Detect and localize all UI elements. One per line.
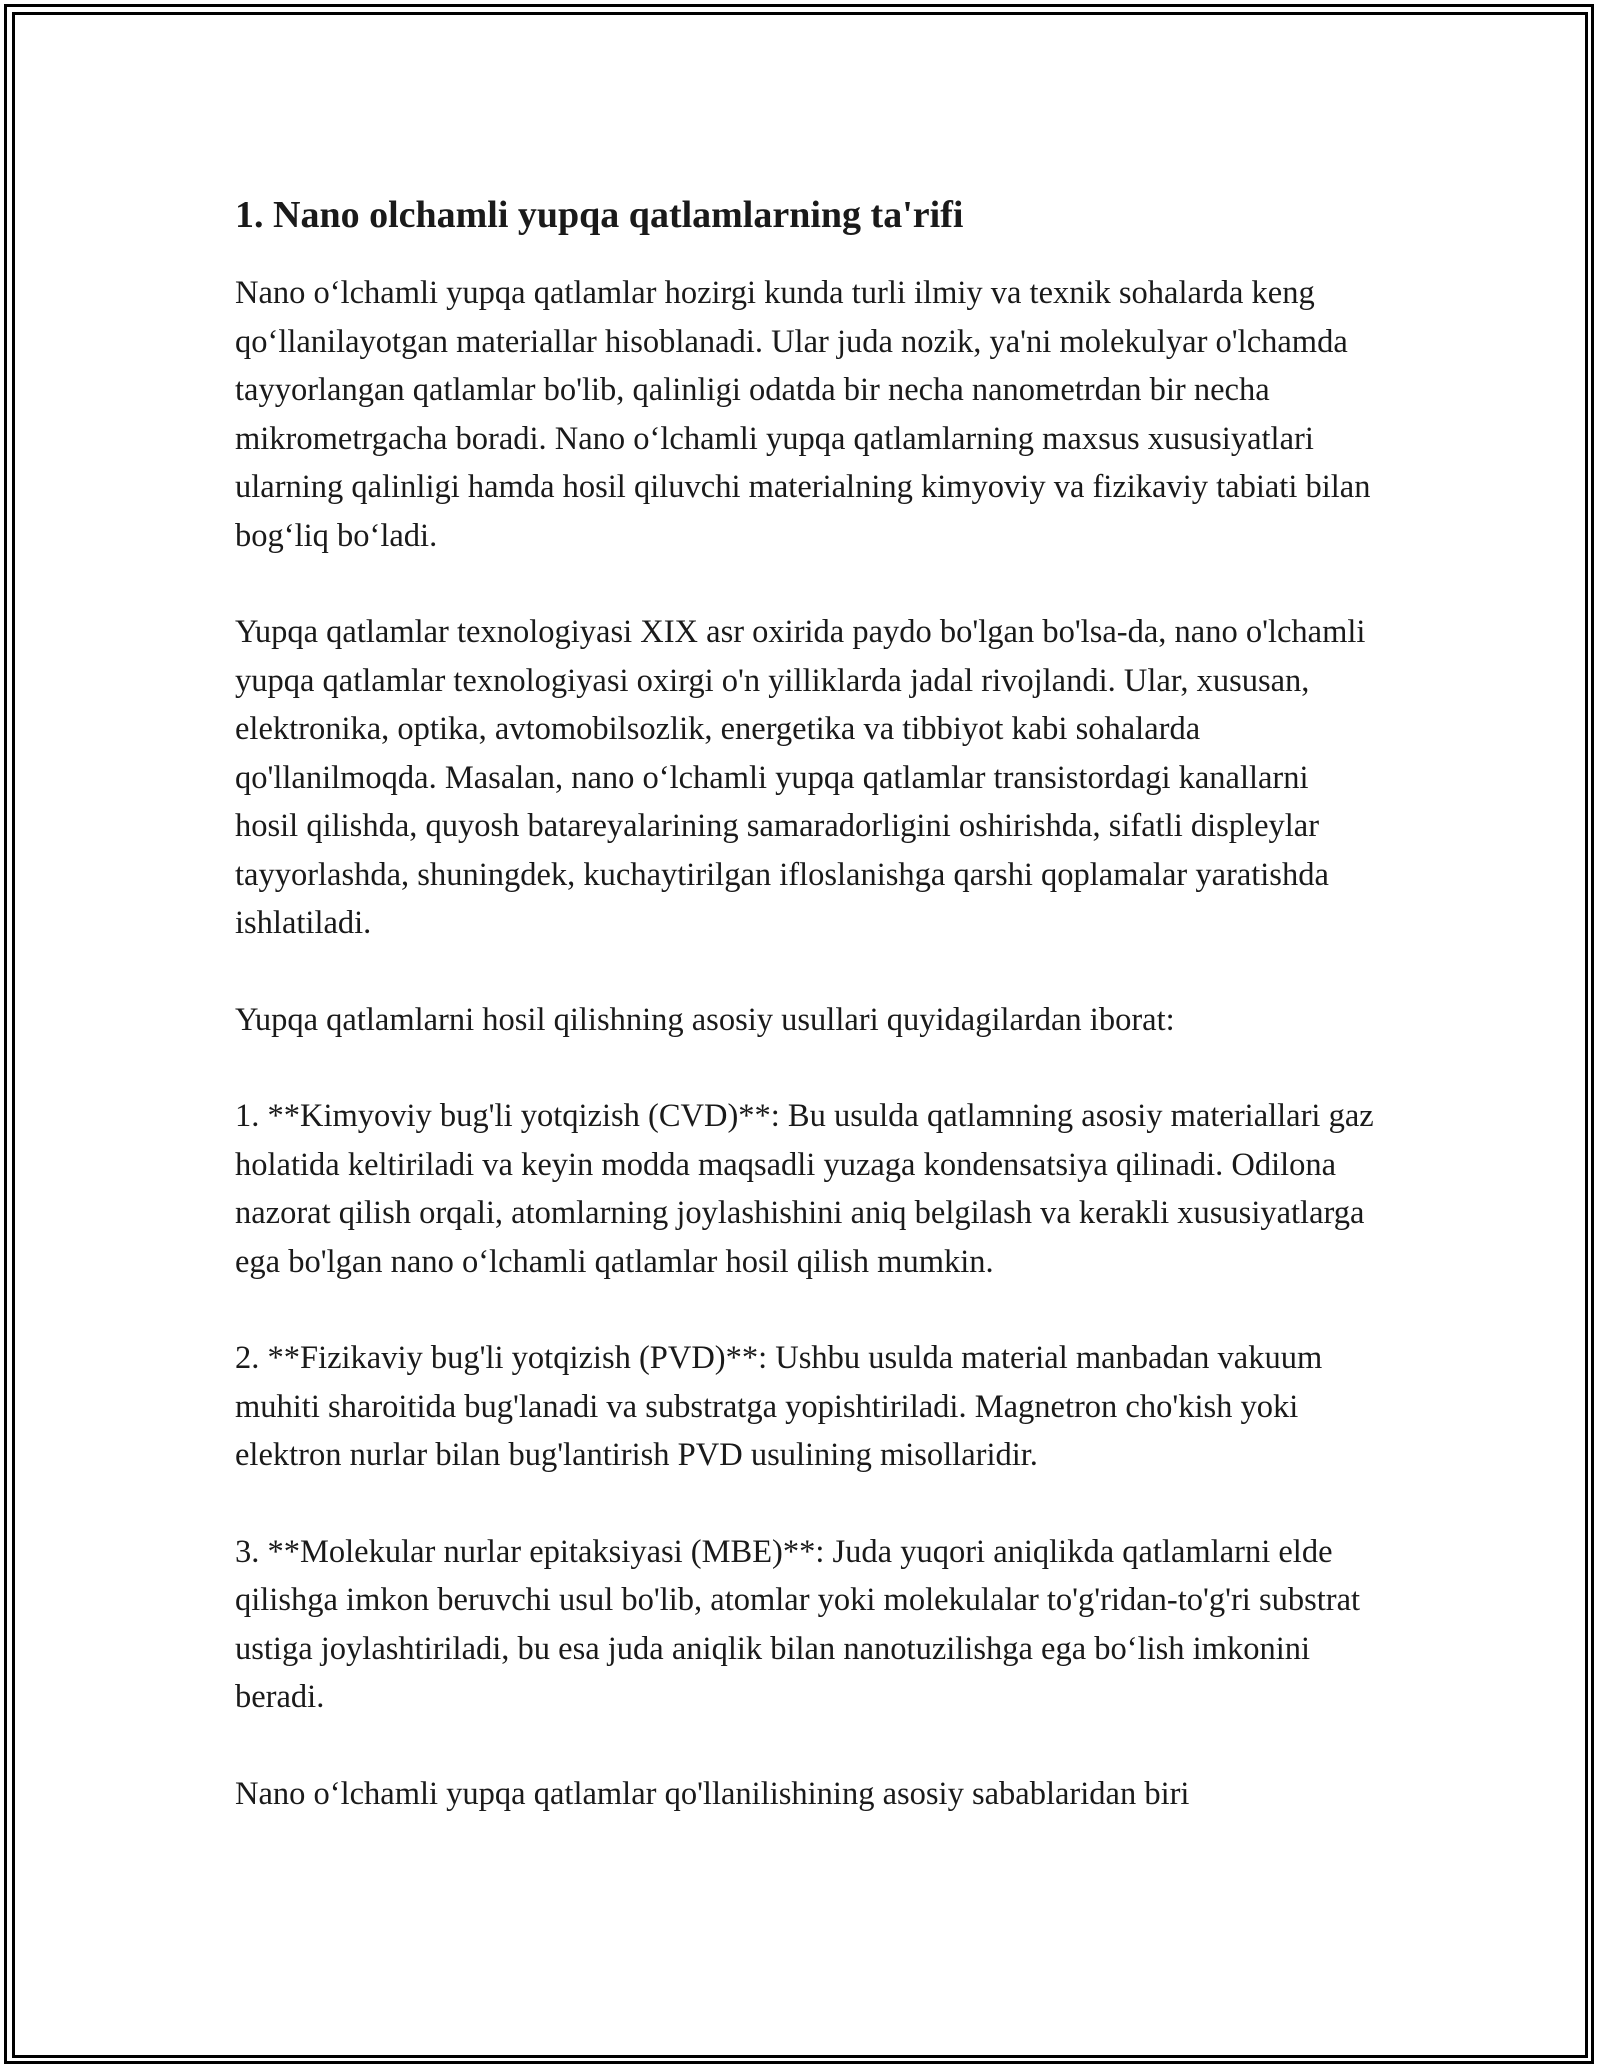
paragraph-method-cvd: 1. **Kimyoviy bug'li yotqizish (CVD)**: Bu usulda qatlamning asosiy materiallari gaz holatida keltiriladi va keyin modda maqsadli yuzaga kondensatsiya qilinadi. Odilona nazorat qilish orqali, atomlarning joylashishini aniq belgilash va kerakli xususiyatlarga ega bo'lgan nano o‘lchamli qatlamlar hosil qilish mumkin.	[235, 1098, 1374, 1280]
paragraph-definition: Nano o‘lchamli yupqa qatlamlar hozirgi kunda turli ilmiy va texnik sohalarda keng qo‘llanilayotgan materiallar hisoblanadi. Ular juda nozik, ya'ni molekulyar o'lchamda tayyorlangan qatlamlar bo'lib, qalinligi odatda bir necha nanometrdan bir necha mikrometrgacha boradi. Nano o‘lchamli yupqa qatlamlarning maxsus xususiyatlari ularning qalinligi hamda hosil qiluvchi materialning kimyoviy va fizikaviy tabiati bilan bog‘liq bo‘ladi.	[235, 275, 1371, 554]
section-title: 1. Nano olchamli yupqa qatlamlarning ta'rifi	[235, 194, 964, 236]
paragraph-methods-intro: Yupqa qatlamlarni hosil qilishning asosiy usullari quyidagilardan iborat:	[235, 1001, 1175, 1038]
paragraph-history: Yupqa qatlamlar texnologiyasi XIX asr oxirida paydo bo'lgan bo'lsa-da, nano o'lchamli yupqa qatlamlar texnologiyasi oxirgi o'n yilliklarda jadal rivojlandi. Ular, xususan, elektronika, optika, avtomobilsozlik, energetika va tibbiyot kabi sohalarda qo'llanilmoqda. Masalan, nano o‘lchamli yupqa qatlamlar transistordagi kanallarni hosil qilishda, quyosh batareyalarining samaradorligini oshirishda, sifatli displeylar tayyorlashda, shuningdek, kuchaytirilgan ifloslanishga qarshi qoplamalar yaratishda ishlatiladi.	[235, 614, 1366, 941]
paragraph-reasons: Nano o‘lchamli yupqa qatlamlar qo'llanilishining asosiy sabablaridan biri	[235, 1775, 1190, 1812]
paragraph-method-pvd: 2. **Fizikaviy bug'li yotqizish (PVD)**: Ushbu usulda material manbadan vakuum muhiti sharoitida bug'lanadi va substratga yopishtiriladi. Magnetron cho'kish yoki elektron nurlar bilan bug'lantirish PVD usulining misollaridir.	[235, 1340, 1323, 1473]
paragraph-method-mbe: 3. **Molekular nurlar epitaksiyasi (MBE)**: Juda yuqori aniqlikda qatlamlarni elde qilishga imkon beruvchi usul bo'lib, atomlar yoki molekulalar to'g'ridan-to'g'ri substrat ustiga joylashtiriladi, bu esa juda aniqlik bilan nanotuzilishga ega bo‘lish imkonini beradi.	[235, 1533, 1361, 1715]
document-body	[235, 187, 1375, 1866]
